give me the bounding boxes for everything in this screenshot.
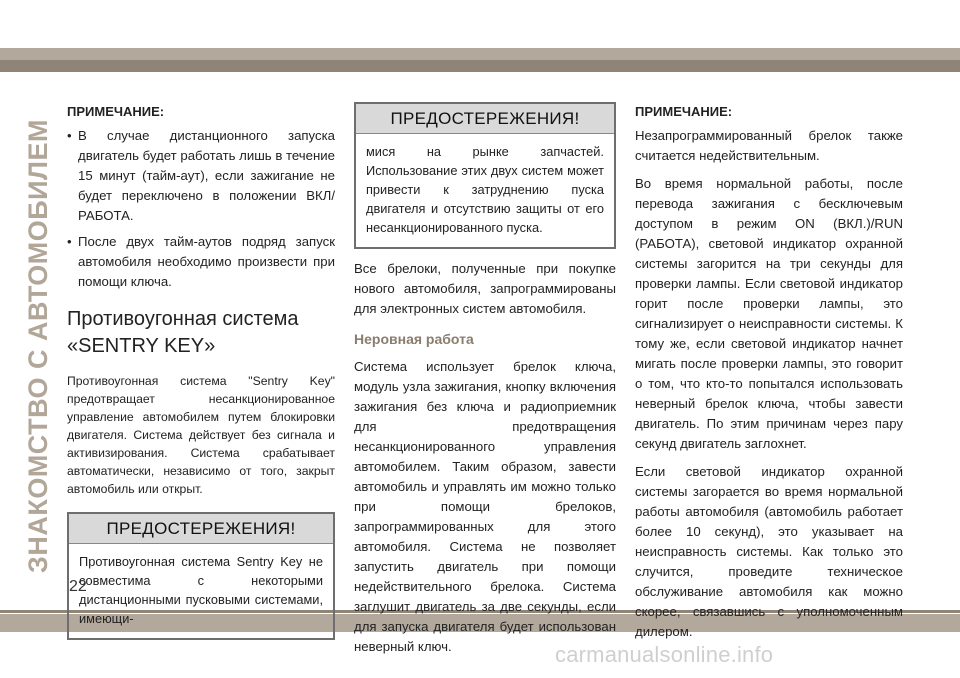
page-number: 22 [69,578,87,595]
section-paragraph: Противоугонная система "Sentry Key" предотвращает несанкционированное управление автомобилем путем блокировки двигателя. Система действует без сигнала и активизирования. Система срабатывает автоматически, независимо от того, закрыт автомобиль или открыт. [67,374,335,496]
column-middle [354,102,616,665]
paragraph-indicator-fault: Если световой индикатор охранной системы загорается во время нормальной работы автомобиля (автомобиль работает более 10 секунд), это указывает на неисправность системы. Как только это случится, проведите техническое обслуживание автомобиля как можно скорее, связавшись с уполномоченным дилером. [635,464,903,639]
paragraph-indicator-check: Во время нормальной работы, после перевода зажигания с бесключевым доступом в режим ON (ВКЛ.)/RUN (РАБОТА), световой индикатор охранной системы загорится на три секунды для проверки лампы. Если световой индикатор горит после проверки лампы, это сигнализирует о неисправности системы. К тому же, если световой индикатор начнет мигать после проверки лампы, это говорит о том, что кто-то попытался использовать неверный брелок ключа, чтобы завести двигатель. По этим причинам через пару секунд двигатель заглохнет. [635,176,903,451]
warning-title: ПРЕДОСТЕРЕЖЕНИЯ! [69,514,333,544]
warning-text-continued: мися на рынке запчастей. Использование этих двух систем может привести к затруднению пуска двигателя и отсутствию защиты от его несанкционированного пуска. [366,144,604,235]
chapter-title-vertical [22,96,54,596]
watermark-text: carmanualsonline.info [555,642,774,667]
warning-box-continued [354,102,616,249]
paragraph-keys-programmed: Все брелоки, полученные при покупке нового автомобиля, запрограммированы для электронных систем автомобиля. [354,261,616,316]
column-right [635,102,903,650]
header-band-dark [0,60,960,72]
note-bullet-2: • После двух тайм-аутов подряд запуск автомобиля необходимо произвести при помощи ключа. [67,232,335,292]
note-bullets [67,126,335,292]
section-title: Противоугонная система «SENTRY KEY» [67,308,299,357]
note-bullet-1: • В случае дистанционного запуска двигатель будет работать лишь в течение 15 минут (тайм-аут), если зажигание не будет переключено в положении ВКЛ/РАБОТА. [67,126,335,226]
warning-box [67,512,335,640]
paragraph-system-description: Система использует брелок ключа, модуль узла зажигания, кнопку включения зажигания без ключа и радиоприемник для предотвращения несанкционированного управления автомобилем. Таким образом, завести автомобиль и управлять им можно только при помощи брелоков, запрограммированных для этого автомобиля. Система не позволяет запустить двигатель при помощи недействительного брелока. Система заглушит двигатель за две секунды, если для запуска двигателя будет использован неверный ключ. [354,359,616,654]
note-text-right: Незапрограммированный брелок также считается недействительным. [635,128,903,163]
warning-title-continued: ПРЕДОСТЕРЕЖЕНИЯ! [356,104,614,134]
note-title-right: ПРИМЕЧАНИЕ: [635,104,733,119]
chapter-title-text: ЗНАКОМСТВО С АВТОМОБИЛЕМ [22,118,53,574]
warning-text: Противоугонная система Sentry Key не совместима с некоторыми дистанционными пусковыми системами, имеющи- [79,554,323,626]
column-left [67,102,335,650]
note-title: ПРИМЕЧАНИЕ: [67,104,165,119]
subheading-rough-running: Неровная работа [354,331,474,347]
